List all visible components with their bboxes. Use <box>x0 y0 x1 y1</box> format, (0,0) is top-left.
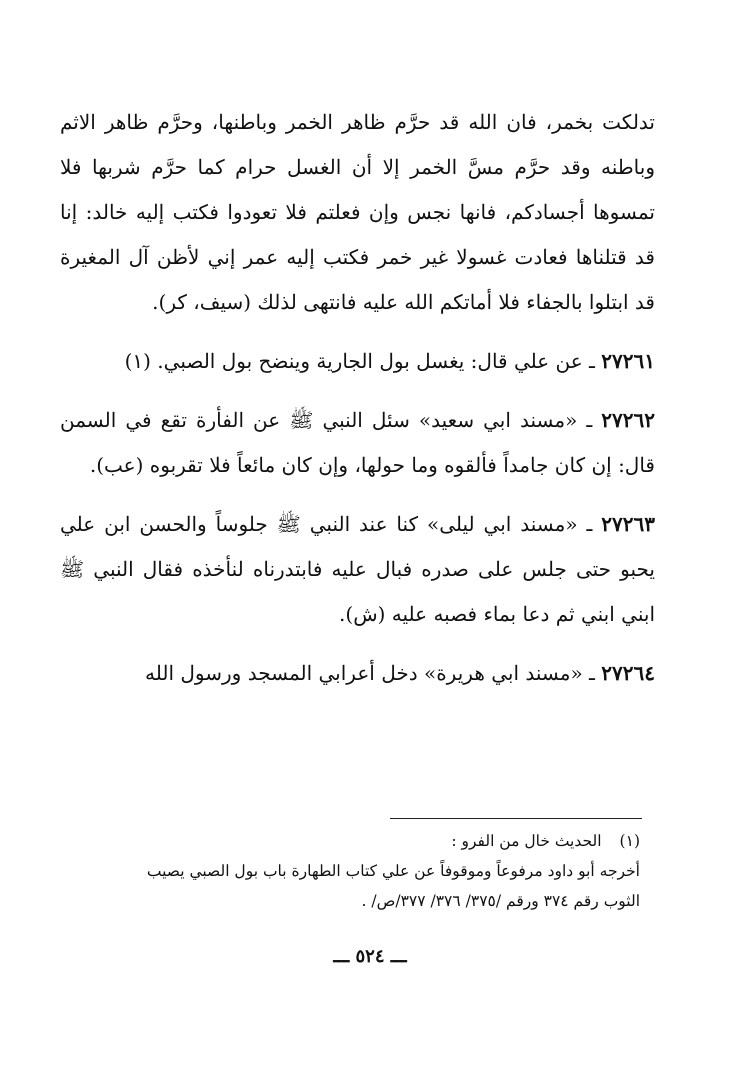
hadith-27262 <box>60 398 655 488</box>
footnote-marker: (١) <box>619 832 640 850</box>
footnote-1-line-3: الثوب رقم ٣٧٤ ورقم /٣٧٥/ ٣٧٦/ ٣٧٧/ص/ . <box>361 892 640 910</box>
footnote-1-line-2: أخرجه أبو داود مرفوعاً وموقوفاً عن علي كتاب الطهارة باب بول الصبي يصيب <box>146 862 640 880</box>
hadith-text: ـ عن علي قال: يغسل بول الجارية وينضح بول الصبي. (١) <box>124 349 595 373</box>
footnotes <box>75 826 640 916</box>
footnote-1-line-1 <box>75 826 640 856</box>
hadith-text: ـ «مسند ابي سعيد» سئل النبي ﷺ عن الفأرة تقع في السمن قال: إن كان جامداً فألقوه وما حولها، وإن كان مائعاً فلا تقربوه (عب). <box>60 408 655 477</box>
main-text <box>60 100 655 696</box>
hadith-number: ٢٧٢٦٢ <box>601 408 655 432</box>
hadith-text: ـ «مسند ابي ليلى» كنا عند النبي ﷺ جلوساً والحسن ابن علي يحبو حتى جلس على صدره فبال عليه فابتدرناه لنأخذه فقال النبي ﷺ ابني ابني ثم دعا بماء فصبه عليه (ش). <box>60 512 655 626</box>
hadith-27264 <box>60 651 655 696</box>
paragraph-continuation <box>60 100 655 325</box>
hadith-number: ٢٧٢٦٤ <box>601 661 655 685</box>
footnote-divider <box>390 818 642 819</box>
hadith-number: ٢٧٢٦١ <box>601 349 655 373</box>
hadith-text: ـ «مسند ابي هريرة» دخل أعرابي المسجد ورسول الله <box>145 661 595 685</box>
footnote-text: الحديث خال من الفرو : <box>451 832 602 850</box>
hadith-27263 <box>60 502 655 637</box>
paragraph-text: تدلكت بخمر، فان الله قد حرَّم ظاهر الخمر وباطنها، وحرَّم ظاهر الاثم وباطنه وقد حرَّم مسَّ الخمر إلا أن الغسل حرام كما حرَّم شربها فلا تمسوها أجسادكم، فانها نجس وإن فعلتم فلا تعودوا فكتب إليه خالد: إنا قد قتلناها فعادت غسولا غير خمر فكتب إليه عمر إني لأظن آل المغيرة قد ابتلوا بالجفاء فلا أماتكم الله عليه فانتهى لذلك (سيف، كر). <box>60 110 655 314</box>
hadith-27261 <box>60 339 655 384</box>
page-number: ـــ ٥٢٤ ـــ <box>333 946 407 967</box>
hadith-number: ٢٧٢٦٣ <box>601 512 655 536</box>
